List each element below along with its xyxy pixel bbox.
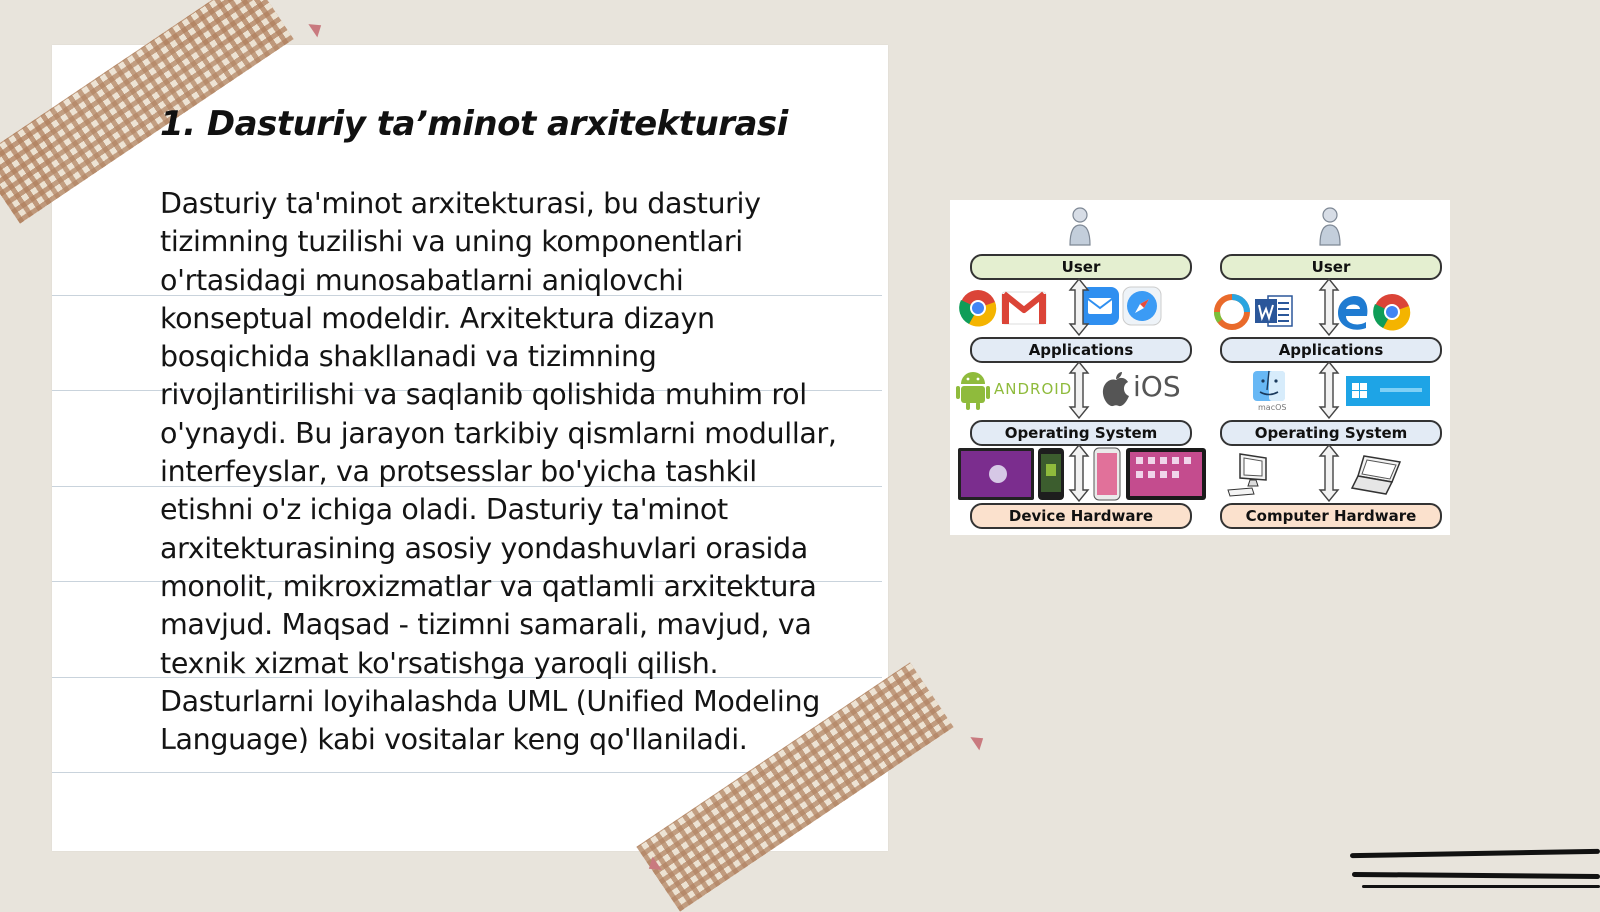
- finder-icon: [1252, 370, 1286, 402]
- desktop-computer-icon: [1226, 450, 1276, 500]
- chrome-icon: [958, 288, 998, 328]
- android-icon: [956, 368, 990, 410]
- mobile-stack: [950, 200, 1200, 535]
- windows-logo-icon: [1346, 376, 1430, 406]
- apple-icon: [1100, 370, 1132, 408]
- user-icon: [1318, 206, 1342, 246]
- office-icon: [1212, 292, 1252, 332]
- applications-layer-label: Applications: [970, 337, 1192, 363]
- layer-arrow: [1318, 361, 1340, 419]
- user-layer-label: User: [970, 254, 1192, 280]
- operating-system-layer-label: Operating System: [1220, 420, 1442, 446]
- user-layer-label: User: [1220, 254, 1442, 280]
- macos-wordmark: macOS: [1258, 403, 1287, 412]
- layer-arrow: [1068, 361, 1090, 419]
- desktop-stack: [1200, 200, 1450, 535]
- slide-title: 1. Dasturiy ta’minot arxitekturasi: [160, 104, 788, 144]
- applications-layer-label: Applications: [1220, 337, 1442, 363]
- layer-arrow: [1068, 444, 1090, 502]
- hardware-layer-label: Computer Hardware: [1220, 503, 1442, 529]
- android-wordmark: ANDROID: [994, 380, 1073, 398]
- ios-wordmark: iOS: [1133, 370, 1181, 403]
- safari-icon: [1122, 286, 1162, 326]
- layer-arrow: [1318, 444, 1340, 502]
- decorative-line: [1350, 849, 1600, 858]
- tape-end-mark: [308, 19, 325, 38]
- layer-arrow: [1068, 278, 1090, 336]
- tape-end-mark: [970, 732, 987, 751]
- gmail-icon: [1000, 290, 1048, 326]
- word-icon: [1254, 292, 1294, 330]
- hardware-layer-label: Device Hardware: [970, 503, 1192, 529]
- laptop-icon: [1350, 454, 1404, 498]
- operating-system-layer-label: Operating System: [970, 420, 1192, 446]
- architecture-diagram: [950, 200, 1450, 535]
- user-icon: [1068, 206, 1092, 246]
- chrome-icon: [1372, 292, 1412, 332]
- slide-body-text: Dasturiy ta'minot arxitekturasi, bu dasturiy tizimning tuzilishi va uning komponentlari o'rtasidagi munosabatlarni aniqlovchi konseptual modeldir. Arxitektura dizayn bosqichida shakllanadi va tizimning rivojlantirilishi va saqlanib qolishida muhim rol o'ynaydi. Bu jarayon tarkibiy qismlarni modullar, interfeyslar, va protsesslar bo'yicha tashkil etishni o'z ichiga oladi. Dasturiy ta'minot arxitekturasining asosiy yondashuvlari orasida monolit, mikroxizmatlar va qatlamli arxitektura mavjud. Maqsad - tizimni samarali, mavjud, va texnik xizmat ko'rsatishga yaroqli qilish. Dasturlarni loyihalashda UML (Unified Modeling Language) kabi vositalar keng qo'llaniladi.: [160, 187, 837, 757]
- decorative-line: [1362, 885, 1600, 888]
- edge-icon: [1336, 294, 1370, 330]
- decorative-line: [1352, 872, 1600, 879]
